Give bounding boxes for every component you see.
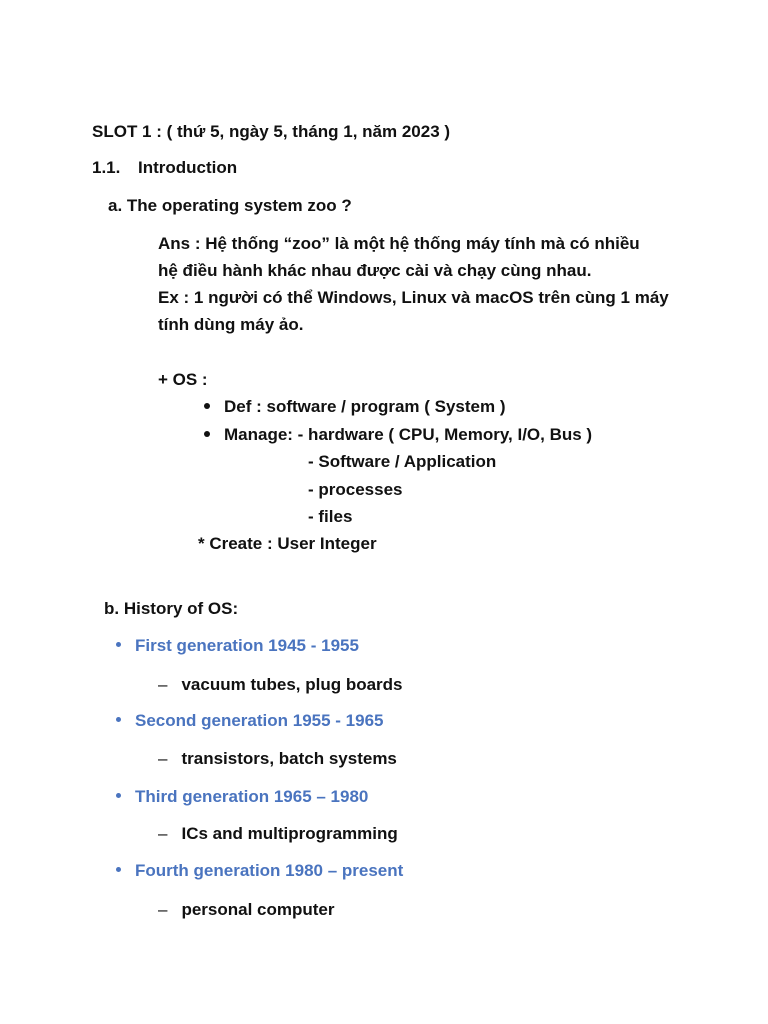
dash-glyph: – bbox=[158, 900, 168, 919]
subsection-b-heading: b. History of OS: bbox=[104, 599, 239, 618]
create-item: * Create : User Integer bbox=[198, 534, 377, 553]
generation-detail-text: transistors, batch systems bbox=[181, 749, 397, 768]
generation-title: Fourth generation 1980 – present bbox=[135, 861, 404, 880]
generation-detail bbox=[158, 675, 403, 695]
example-line-1: Ex : 1 người có thể Windows, Linux và macOS trên cùng 1 máy bbox=[158, 288, 669, 307]
bullet-dot-icon bbox=[204, 403, 210, 409]
generation-detail bbox=[158, 824, 398, 844]
example-line-2: tính dùng máy ảo. bbox=[158, 315, 304, 334]
manage-item-text: Manage: - hardware ( CPU, Memory, I/O, Bus ) bbox=[224, 425, 593, 444]
generation-title: Third generation 1965 – 1980 bbox=[135, 787, 369, 806]
generation-item bbox=[116, 861, 403, 881]
section-title: Introduction bbox=[138, 158, 238, 177]
generation-detail bbox=[158, 749, 397, 769]
answer-line-1: Ans : Hệ thống “zoo” là một hệ thống máy tính mà có nhiều bbox=[158, 234, 640, 253]
subsection-a-heading: a. The operating system zoo ? bbox=[108, 196, 352, 215]
manage-subitem: - Software / Application bbox=[308, 452, 497, 471]
generation-item bbox=[116, 787, 368, 807]
os-label: + OS : bbox=[158, 370, 208, 389]
section-number: 1.1. bbox=[92, 158, 121, 177]
dash-glyph: – bbox=[158, 824, 168, 843]
bullet-dot-icon bbox=[116, 867, 121, 872]
section-heading bbox=[92, 158, 237, 178]
generation-title: First generation 1945 - 1955 bbox=[135, 636, 359, 655]
generation-title: Second generation 1955 - 1965 bbox=[135, 711, 384, 730]
bullet-dot-icon bbox=[204, 431, 210, 437]
generation-detail-text: ICs and multiprogramming bbox=[181, 824, 398, 843]
manage-item bbox=[204, 425, 592, 445]
def-item bbox=[204, 397, 506, 417]
dash-glyph: – bbox=[158, 675, 168, 694]
bullet-dot-icon bbox=[116, 717, 121, 722]
generation-detail bbox=[158, 900, 335, 920]
def-item-text: Def : software / program ( System ) bbox=[224, 397, 506, 416]
generation-item bbox=[116, 636, 359, 656]
manage-subitem: - files bbox=[308, 507, 353, 526]
generation-detail-text: vacuum tubes, plug boards bbox=[181, 675, 403, 694]
generation-detail-text: personal computer bbox=[181, 900, 335, 919]
dash-glyph: – bbox=[158, 749, 168, 768]
slot-header: SLOT 1 : ( thứ 5, ngày 5, tháng 1, năm 2023 ) bbox=[92, 122, 451, 141]
answer-line-2: hệ điều hành khác nhau được cài và chạy cùng nhau. bbox=[158, 261, 592, 280]
bullet-dot-icon bbox=[116, 642, 121, 647]
generation-item bbox=[116, 711, 384, 731]
bullet-dot-icon bbox=[116, 793, 121, 798]
manage-subitem: - processes bbox=[308, 480, 403, 499]
